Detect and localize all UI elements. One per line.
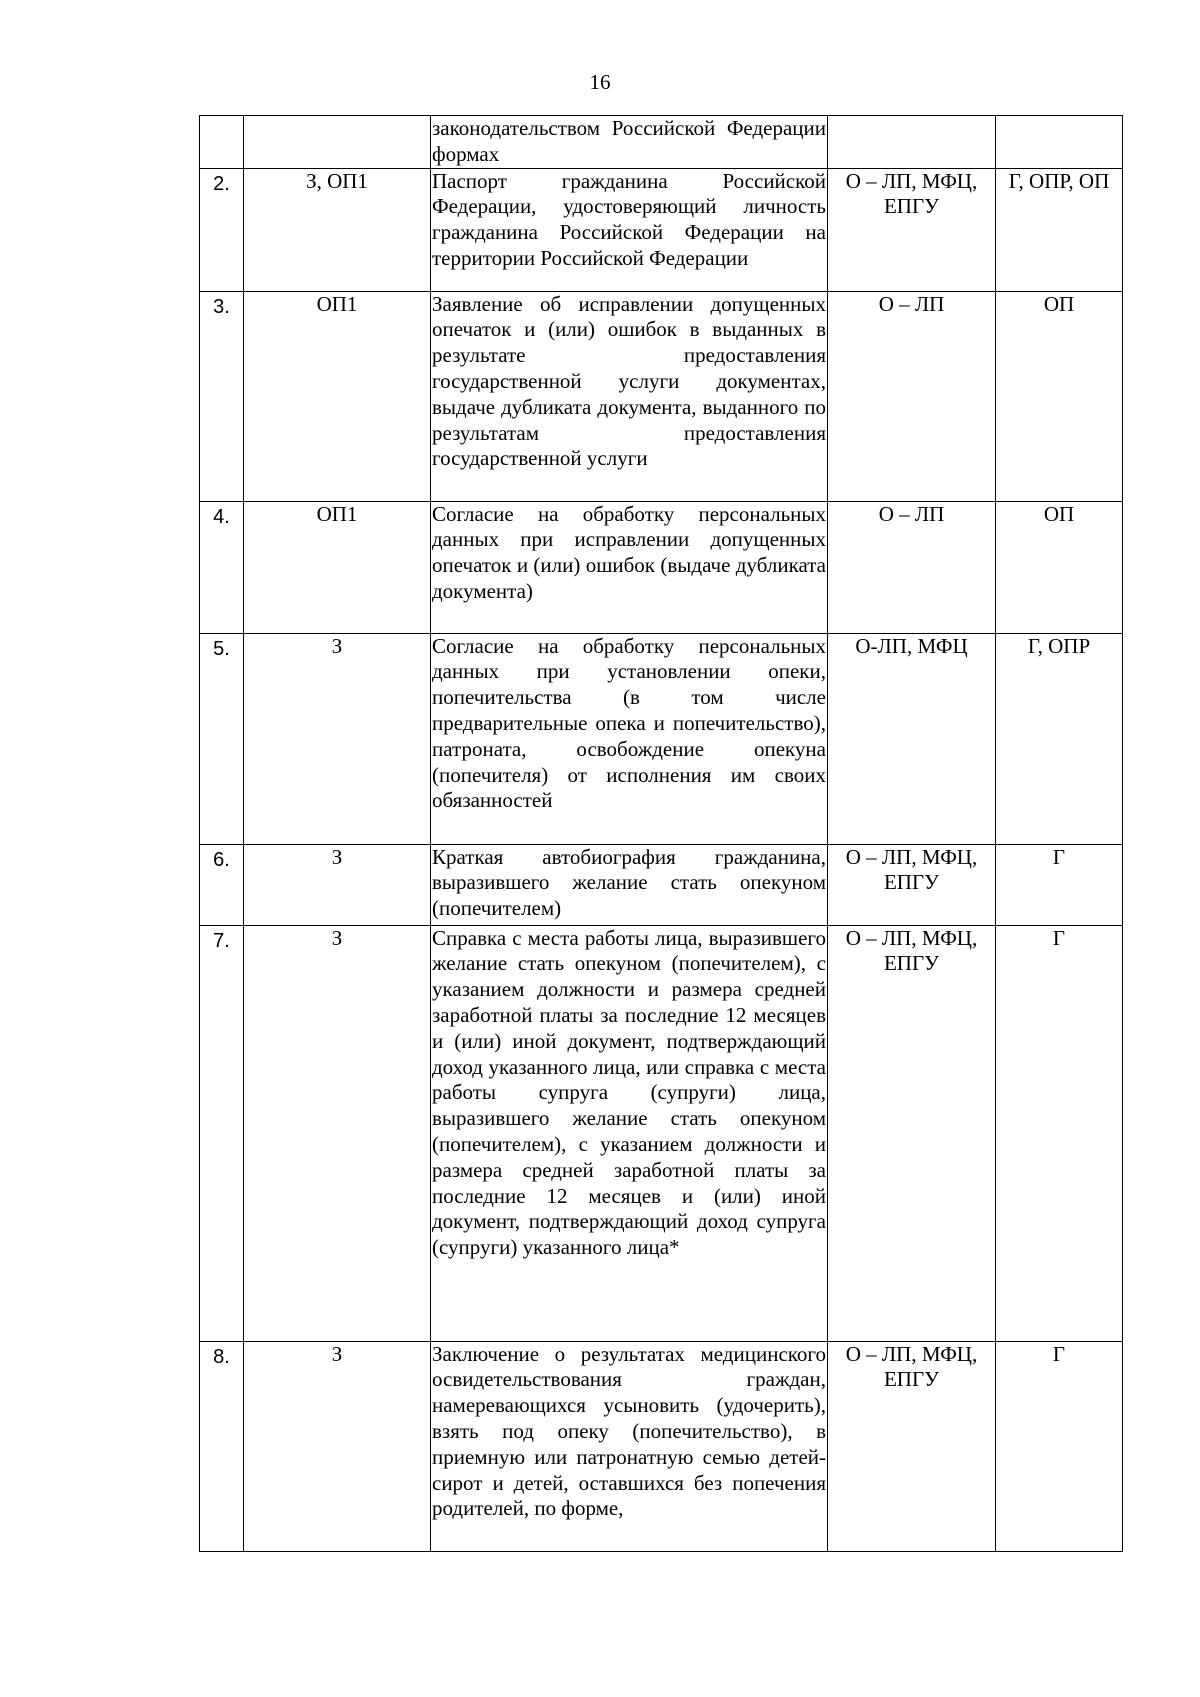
applicant-code-cell <box>244 116 431 169</box>
row-number-cell: 2. <box>200 168 244 291</box>
service-type-cell: Г, ОПР <box>996 633 1123 844</box>
applicant-code-cell: ОП1 <box>244 291 431 501</box>
submission-method-cell: О – ЛП, МФЦ, ЕПГУ <box>828 844 996 925</box>
table-row <box>200 501 1123 633</box>
submission-method-cell <box>828 116 996 169</box>
row-number-cell: 7. <box>200 925 244 1341</box>
table-row <box>200 116 1123 169</box>
table-row <box>200 1341 1123 1551</box>
document-name-cell: Согласие на обработку персональных данных при исправлении допущенных опечаток и (или) ошибок (выдаче дубликата документа) <box>431 501 828 633</box>
document-name-cell: Справка с места работы лица, выразившего желание стать опекуном (попечителем), с указанием должности и размера средней заработной платы за последние 12 месяцев и (или) иной документ, подтверждающий доход указанного лица, или справка с места работы супруга (супруги) лица, выразившего желание стать опекуном (попечителем), с указанием должности и размера средней заработной платы за последние 12 месяцев и (или) иной документ, подтверждающий доход супруга (супруги) указанного лица* <box>431 925 828 1341</box>
document-name-cell: Согласие на обработку персональных данных при установлении опеки, попечительства (в том числе предварительные опека и попечительство), патроната, освобождение опекуна (попечителя) от исполнения им своих обязанностей <box>431 633 828 844</box>
service-type-cell: Г <box>996 844 1123 925</box>
table-row <box>200 844 1123 925</box>
row-number-cell: 8. <box>200 1341 244 1551</box>
service-type-cell: Г <box>996 1341 1123 1551</box>
applicant-code-cell: З <box>244 925 431 1341</box>
row-number-cell: 5. <box>200 633 244 844</box>
service-type-cell: ОП <box>996 501 1123 633</box>
page-number: 16 <box>589 70 611 94</box>
service-type-cell <box>996 116 1123 169</box>
applicant-code-cell: З, ОП1 <box>244 168 431 291</box>
table-row <box>200 291 1123 501</box>
table-row <box>200 925 1123 1341</box>
submission-method-cell: О – ЛП, МФЦ, ЕПГУ <box>828 925 996 1341</box>
document-name-cell: Заключение о результатах медицинского освидетельствования граждан, намеревающихся усыновить (удочерить), взять под опеку (попечительство), в приемную или патронатную семью детей-сирот и детей, оставшихся без попечения родителей, по форме, <box>431 1341 828 1551</box>
row-number-cell <box>200 116 244 169</box>
document-name-cell: законодательством Российской Федерации формах <box>431 116 828 169</box>
applicant-code-cell: З <box>244 844 431 925</box>
service-type-cell: Г <box>996 925 1123 1341</box>
service-type-cell: Г, ОПР, ОП <box>996 168 1123 291</box>
document-name-cell: Заявление об исправлении допущенных опечаток и (или) ошибок в выданных в результате предоставления государственной услуги документах, выдаче дубликата документа, выданного по результатам предоставления государственной услуги <box>431 291 828 501</box>
document-name-cell: Краткая автобиография гражданина, выразившего желание стать опекуном (попечителем) <box>431 844 828 925</box>
row-number-cell: 6. <box>200 844 244 925</box>
table-row <box>200 633 1123 844</box>
submission-method-cell: О-ЛП, МФЦ <box>828 633 996 844</box>
submission-method-cell: О – ЛП <box>828 291 996 501</box>
table-row <box>200 168 1123 291</box>
applicant-code-cell: З <box>244 633 431 844</box>
row-number-cell: 3. <box>200 291 244 501</box>
submission-method-cell: О – ЛП <box>828 501 996 633</box>
row-number-cell: 4. <box>200 501 244 633</box>
applicant-code-cell: З <box>244 1341 431 1551</box>
service-type-cell: ОП <box>996 291 1123 501</box>
document-name-cell: Паспорт гражданина Российской Федерации, удостоверяющий личность гражданина Российской Федерации на территории Российской Федерации <box>431 168 828 291</box>
applicant-code-cell: ОП1 <box>244 501 431 633</box>
submission-method-cell: О – ЛП, МФЦ, ЕПГУ <box>828 1341 996 1551</box>
documents-table <box>199 115 1123 1552</box>
submission-method-cell: О – ЛП, МФЦ, ЕПГУ <box>828 168 996 291</box>
